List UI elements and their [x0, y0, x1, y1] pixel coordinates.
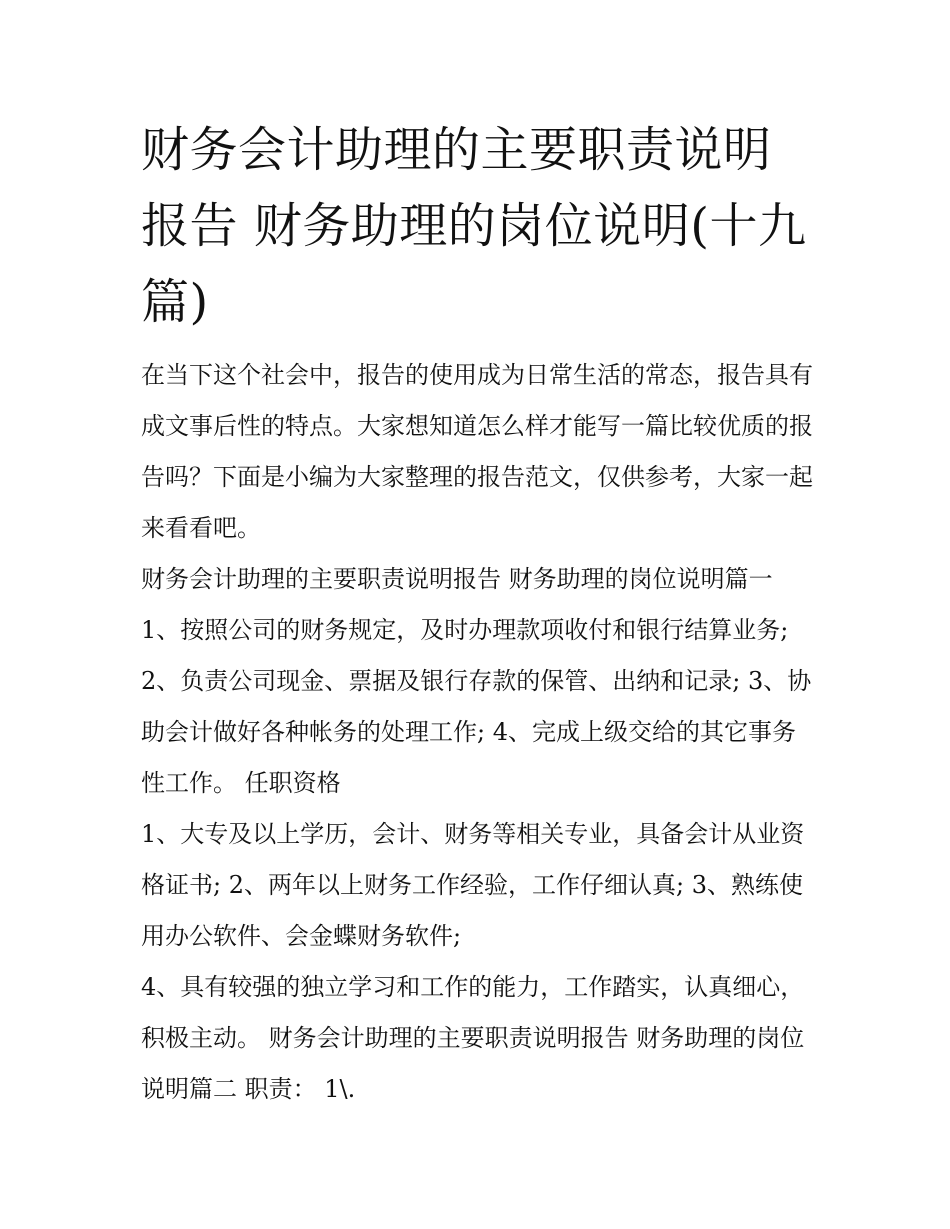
paragraph-section-heading-1: 财务会计助理的主要职责说明报告 财务助理的岗位说明篇一: [141, 565, 773, 593]
paragraph-duty-2-4: 2、负责公司现金、票据及银行存款的保管、出纳和记录; 3、协助会计做好各种帐务的处理工作; 4、完成上级交给的其它事务性工作。 任职资格: [141, 667, 812, 797]
paragraph-qualification-4: 4、具有较强的独立学习和工作的能力，工作踏实，认真细心，积极主动。 财务会计助理的主要职责说明报告 财务助理的岗位说明篇二 职责： 1\.: [141, 973, 805, 1103]
document-page: [141, 112, 816, 1115]
paragraph-intro: 在当下这个社会中，报告的使用成为日常生活的常态，报告具有成文事后性的特点。大家想知道怎么样才能写一篇比较优质的报告吗？下面是小编为大家整理的报告范文，仅供参考，大家一起来看看吧。: [141, 361, 813, 542]
paragraph-qualification-1-3: 1、大专及以上学历，会计、财务等相关专业，具备会计从业资格证书; 2、两年以上财务工作经验，工作仔细认真; 3、熟练使用办公软件、会金蝶财务软件;: [141, 820, 805, 950]
paragraph-duty-1: 1、按照公司的财务规定，及时办理款项收付和银行结算业务;: [141, 616, 789, 644]
document-title: 财务会计助理的主要职责说明报告 财务助理的岗位说明(十九篇): [141, 122, 807, 330]
